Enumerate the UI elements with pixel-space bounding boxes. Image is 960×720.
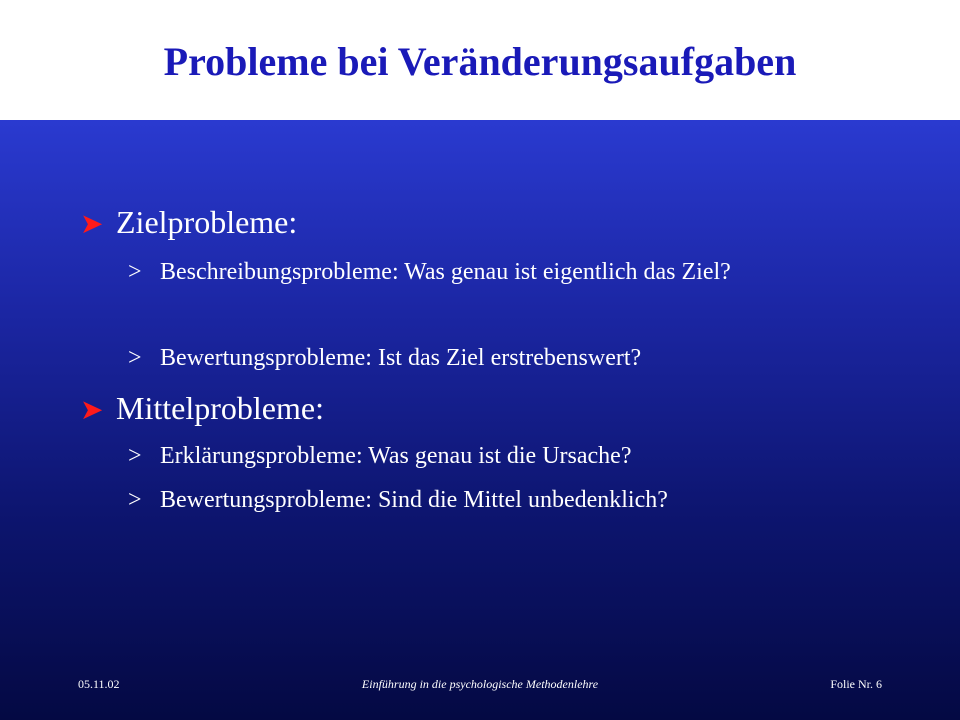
- subitem-text: Erklärungsprobleme: Was genau ist die Ursache?: [160, 443, 632, 469]
- bullet-zielprobleme: [80, 204, 297, 243]
- sub-bullet-marker: >: [128, 487, 142, 513]
- subitem-text: Beschreibungsprobleme: Was genau ist eigentlich das Ziel?: [160, 259, 731, 285]
- arrow-bullet-icon: ➤: [80, 209, 104, 240]
- subitem-bewertungsprobleme-ziel: [128, 342, 868, 374]
- title-bar: [0, 0, 960, 120]
- arrow-bullet-icon: ➤: [80, 395, 104, 426]
- slide-title: Probleme bei Veränderungsaufgaben: [163, 39, 797, 84]
- sub-bullet-marker: >: [128, 443, 142, 469]
- subitem-beschreibungsprobleme: [128, 256, 868, 288]
- subitem-text: Bewertungsprobleme: Ist das Ziel erstrebenswert?: [160, 345, 642, 371]
- footer-date: 05.11.02: [78, 677, 120, 691]
- subitem-erklaerungsprobleme: [128, 440, 868, 472]
- subitem-bewertungsprobleme-mittel: [128, 484, 868, 516]
- bullet-label: Mittelprobleme:: [116, 390, 324, 426]
- sub-bullet-marker: >: [128, 345, 142, 371]
- bullet-mittelprobleme: [80, 390, 324, 429]
- footer-course-title: Einführung in die psychologische Methodenlehre: [361, 677, 599, 691]
- subitem-text: Bewertungsprobleme: Sind die Mittel unbedenklich?: [160, 487, 668, 513]
- sub-bullet-marker: >: [128, 259, 142, 285]
- footer-slide-number: Folie Nr. 6: [830, 677, 882, 691]
- bullet-label: Zielprobleme:: [116, 204, 298, 240]
